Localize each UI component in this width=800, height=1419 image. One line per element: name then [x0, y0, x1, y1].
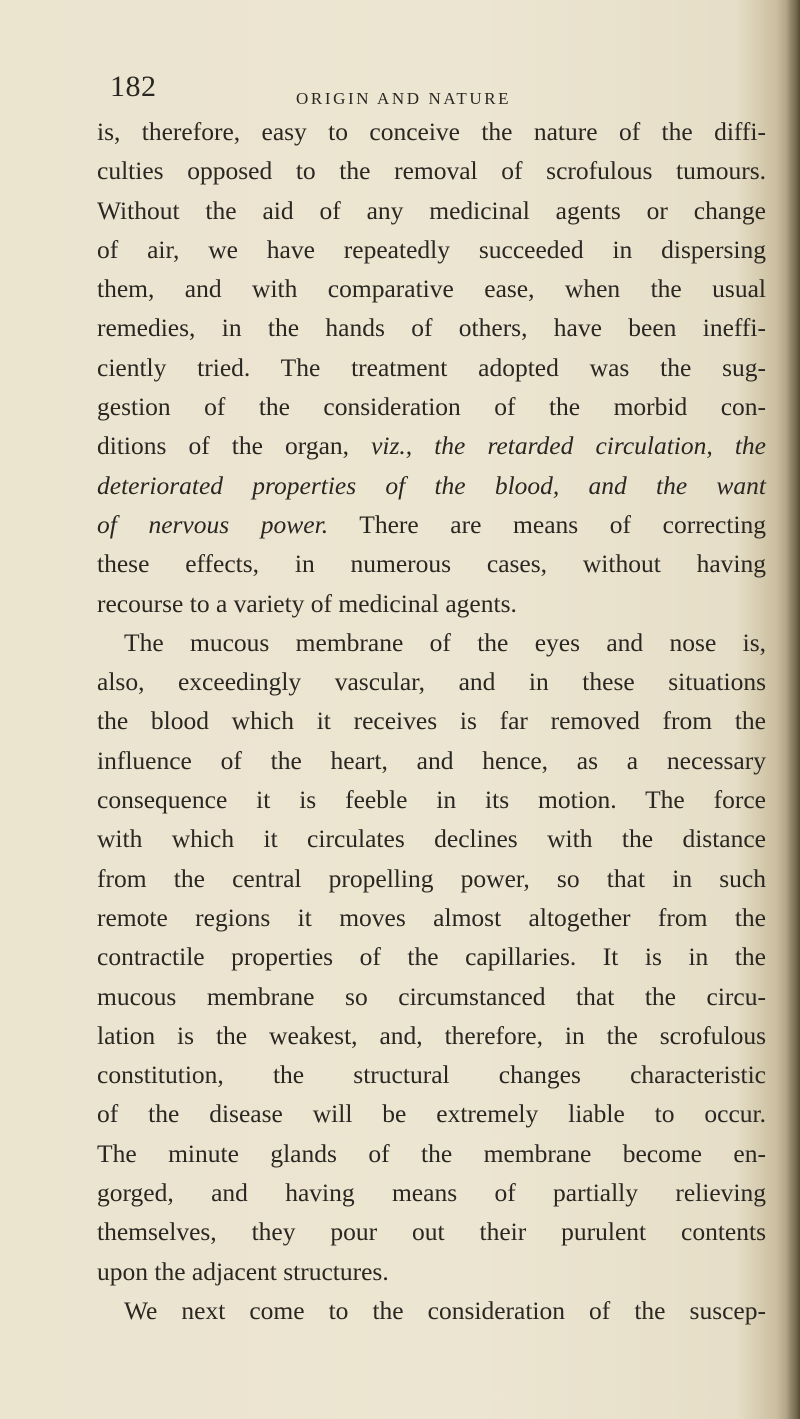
text-line: themselves, they pour out their purulent contents [97, 1217, 766, 1247]
text-line: ditions of the organ, viz., the retarded circulation, the [97, 431, 766, 461]
text-line: recourse to a variety of medicinal agents. [97, 588, 517, 618]
text-line: influence of the heart, and hence, as a necessary [97, 745, 766, 775]
text-line: from the central propelling power, so that in such [97, 863, 766, 893]
text-line: The minute glands of the membrane become en- [97, 1138, 766, 1168]
italic-phrase: viz., the retarded circulation, the [371, 431, 766, 461]
text-line: constitution, the structural changes characteristic [97, 1060, 766, 1090]
text-line: consequence it is feeble in its motion. The force [97, 785, 766, 815]
text-line: The mucous membrane of the eyes and nose is, [124, 627, 766, 657]
text-line: of the disease will be extremely liable to occur. [97, 1099, 766, 1129]
text-line: of air, we have repeatedly succeeded in dispersing [97, 234, 766, 264]
text-line: We next come to the consideration of the suscep- [124, 1295, 766, 1325]
text-line: gestion of the consideration of the morbid con- [97, 392, 766, 422]
text-line: gorged, and having means of partially relieving [97, 1178, 766, 1208]
text-line: upon the adjacent structures. [97, 1256, 389, 1286]
text-line: of nervous power. There are means of correcting [97, 509, 766, 539]
italic-phrase: deteriorated properties of the blood, and the want [97, 470, 766, 500]
text-line: mucous membrane so circumstanced that the circu- [97, 981, 766, 1011]
text-line: these effects, in numerous cases, without having [97, 549, 766, 579]
text-line: Without the aid of any medicinal agents or change [97, 195, 766, 225]
text-line: contractile properties of the capillaries. It is in the [97, 942, 766, 972]
text-line: is, therefore, easy to conceive the nature of the diffi- [97, 117, 766, 146]
running-head: ORIGIN AND NATURE [296, 89, 512, 108]
text-line: remote regions it moves almost altogether from the [97, 902, 766, 932]
text-line: with which it circulates declines with the distance [97, 824, 766, 854]
italic-phrase: of nervous power. [97, 509, 329, 539]
text-line: also, exceedingly vascular, and in these situations [97, 667, 766, 697]
text-line [97, 466, 766, 505]
text-line: ciently tried. The treatment adopted was the sug- [97, 352, 766, 382]
page-edge-shadow [786, 0, 800, 1419]
page-number: 182 [110, 70, 157, 103]
body-text [97, 112, 766, 1330]
text-line: culties opposed to the removal of scrofulous tumours. [97, 156, 766, 186]
text-line: them, and with comparative ease, when the usual [97, 274, 766, 304]
text-line: lation is the weakest, and, therefore, in the scrofulous [97, 1020, 766, 1050]
text-line: the blood which it receives is far removed from the [97, 706, 766, 736]
text-line: remedies, in the hands of others, have been ineffi- [97, 313, 766, 343]
